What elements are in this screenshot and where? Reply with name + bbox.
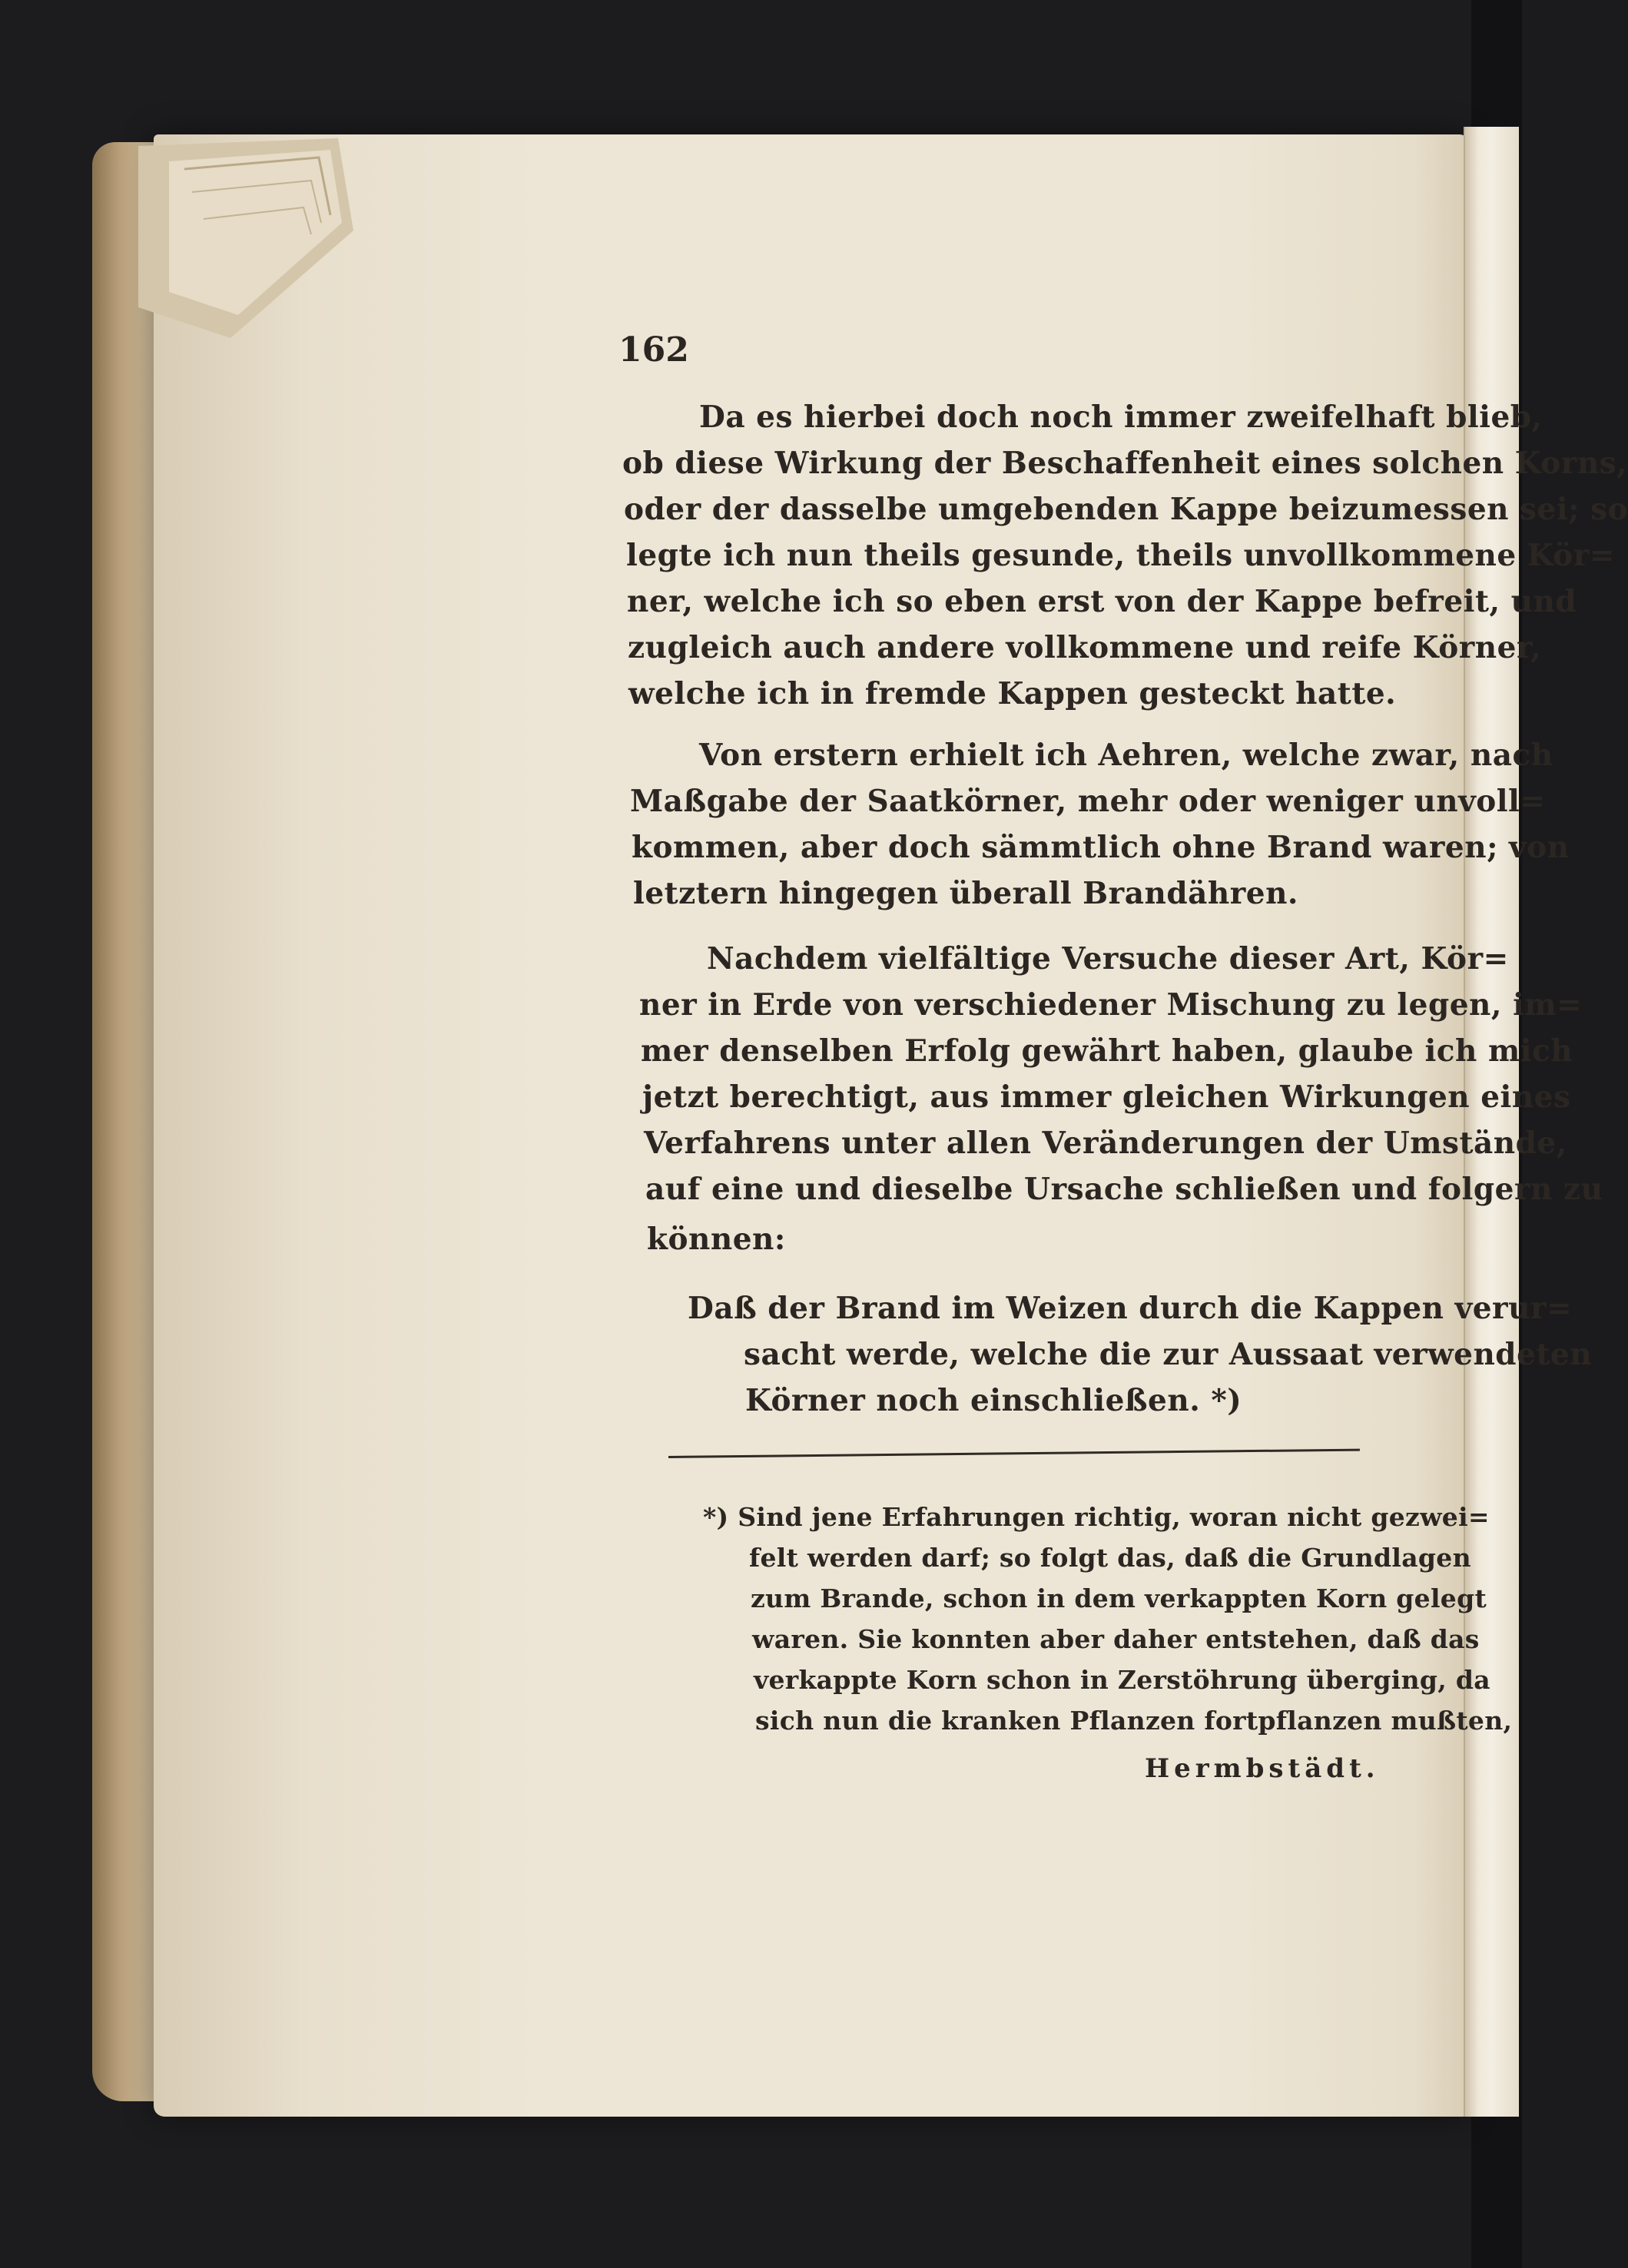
text-line: zugleich auch andere vollkommene und reife Körner, [628,630,1542,665]
footnote-line: waren. Sie konnten aber daher entstehen, daß das [752,1624,1480,1654]
text-line: letztern hingegen überall Brandähren. [633,876,1299,911]
footnote-line: felt werden darf; so folgt das, daß die Grundlagen [749,1543,1471,1573]
footnote-line: zum Brande, schon in dem verkappten Korn gelegt [751,1583,1487,1613]
text-line: Körner noch einschließen. *) [745,1383,1242,1418]
footnote-line: sich nun die kranken Pflanzen fortpflanzen mußten, [755,1706,1513,1736]
text-line: Nachdem vielfältige Versuche dieser Art, Kör= [707,941,1509,976]
text-line: Daß der Brand im Weizen durch die Kappen verur= [688,1291,1573,1326]
text-line: legte ich nun theils gesunde, theils unvollkommene Kör= [626,538,1616,573]
torn-corner [138,138,353,338]
text-line: können: [647,1222,786,1257]
text-line: ner, welche ich so eben erst von der Kappe befreit, und [627,584,1577,619]
text-line: sacht werde, welche die zur Aussaat verwendeten [744,1337,1593,1372]
text-line: welche ich in fremde Kappen gesteckt hatte. [628,676,1397,711]
footnote-signature: Hermbstädt. [1145,1753,1380,1784]
text-line: Von erstern erhielt ich Aehren, welche zwar, nach [699,738,1553,773]
text-line: oder der dasselbe umgebenden Kappe beizumessen sei; so [624,492,1628,527]
text-line: Da es hierbei doch noch immer zweifelhaft blieb, [699,400,1543,435]
text-line: kommen, aber doch sämmtlich ohne Brand waren; von [632,830,1570,865]
page-number: 162 [618,330,689,370]
text-line: Verfahrens unter allen Veränderungen der Umstände, [644,1126,1567,1161]
text-line: ner in Erde von verschiedener Mischung zu legen, im= [639,987,1583,1023]
text-line: jetzt berechtigt, aus immer gleichen Wirkungen eines [642,1079,1571,1115]
text-line: Maßgabe der Saatkörner, mehr oder weniger unvoll= [630,784,1546,819]
footnote-line: *) Sind jene Erfahrungen richtig, woran nicht gezwei= [703,1502,1490,1532]
footnote-line: verkappte Korn schon in Zerstöhrung überging, da [754,1665,1490,1695]
text-line: mer denselben Erfolg gewährt haben, glaube ich mich [641,1033,1573,1069]
text-line: auf eine und dieselbe Ursache schließen und folgern zu [645,1172,1603,1207]
text-line: ob diese Wirkung der Beschaffenheit eines solchen Korns, [622,446,1628,481]
